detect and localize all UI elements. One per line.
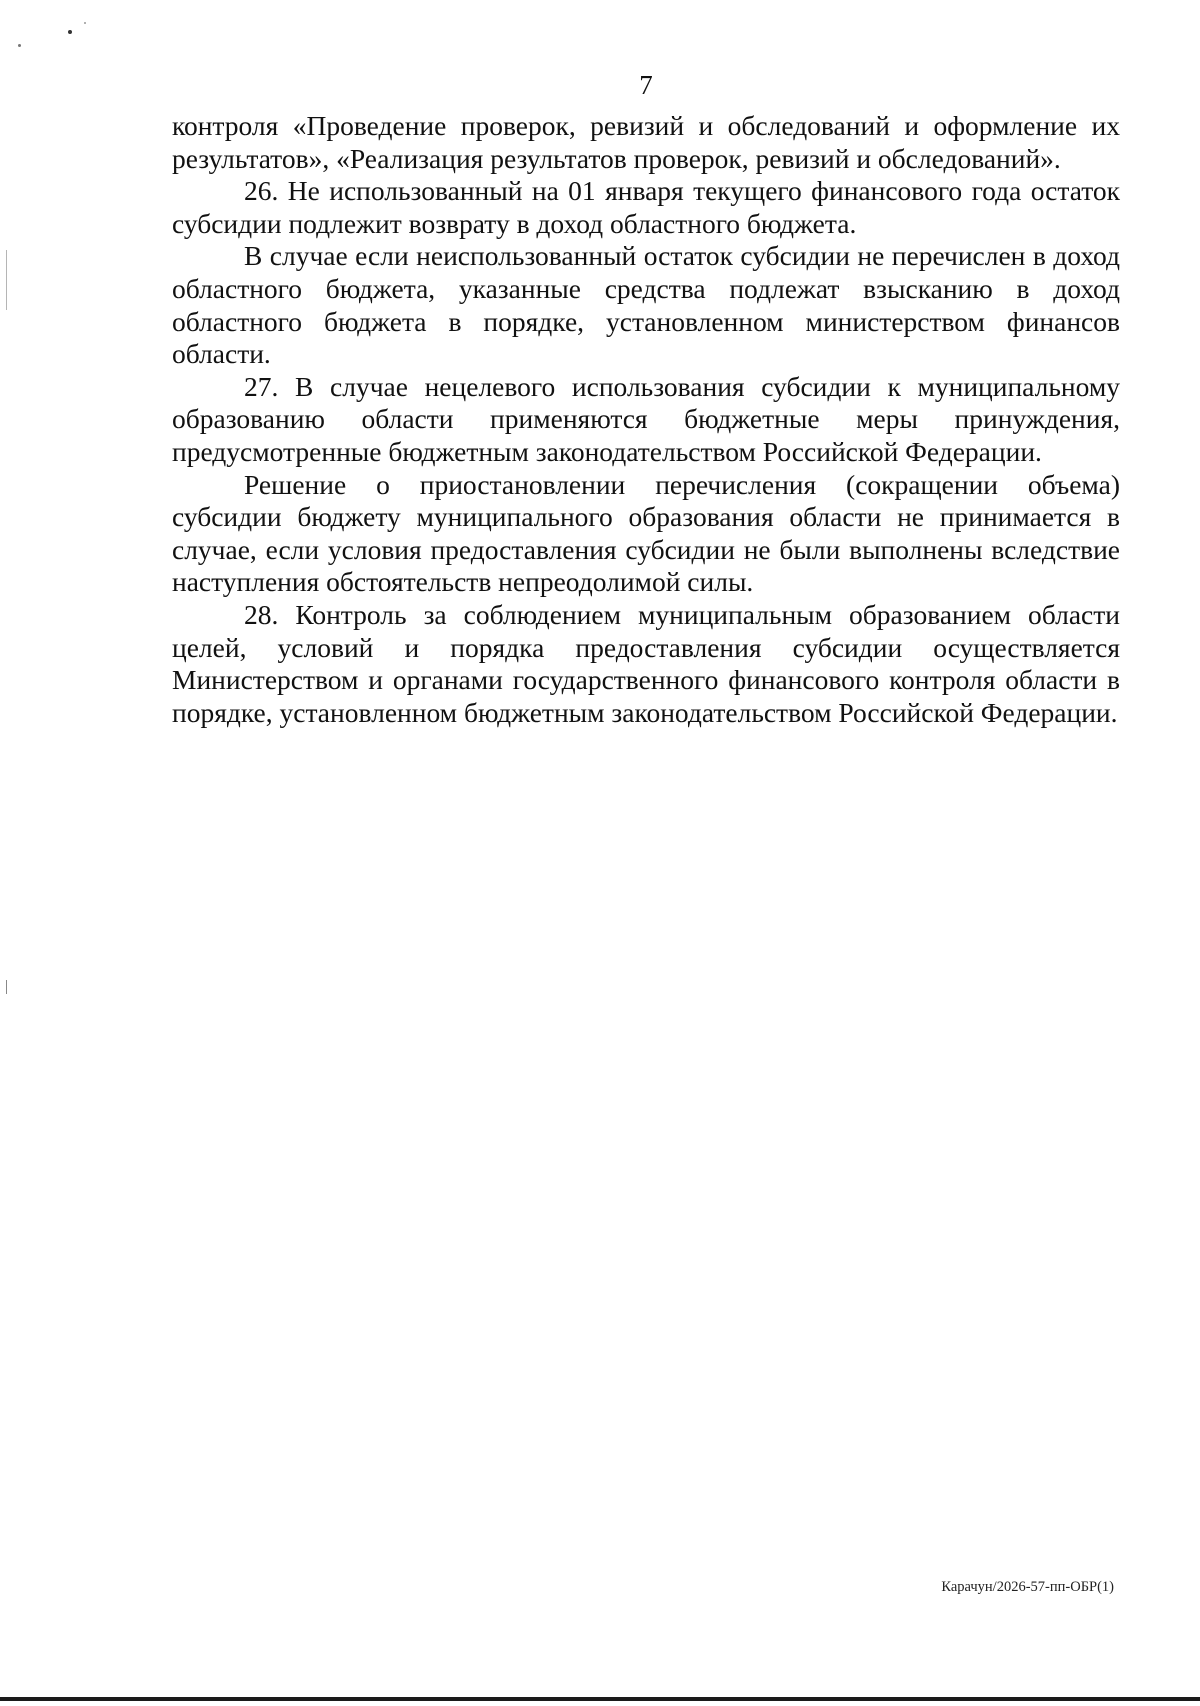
scan-speck <box>18 44 21 47</box>
page-number: 7 <box>639 70 653 100</box>
paragraph: 27. В случае нецелевого использования субсидии к муниципальному образованию области применяются бюджетные меры принуждения, предусмотренные бюджетным законодательством Российской Федерации. <box>172 370 1120 467</box>
paragraph: контроля «Проведение проверок, ревизий и обследований и оформление их результатов», «Реализация результатов проверок, ревизий и обследований». <box>172 110 1120 174</box>
document-body <box>172 110 1120 729</box>
paragraph: 28. Контроль за соблюдением муниципальным образованием области целей, условий и порядка предоставления субсидии осуществляется Министерством и органами государственного финансового контроля области в порядке, установленном бюджетным законодательством Российской Федерации. <box>172 598 1120 728</box>
document-code: Карачун/2026-57-пп-ОБР(1) <box>941 1579 1114 1595</box>
scan-edge-mark <box>6 980 7 994</box>
scan-speck <box>84 22 86 24</box>
scan-bottom-edge <box>0 1697 1200 1701</box>
paragraph: 26. Не использованный на 01 января текущего финансового года остаток субсидии подлежит возврату в доход областного бюджета. <box>172 175 1120 239</box>
scan-speck <box>68 30 72 34</box>
paragraph: Решение о приостановлении перечисления (сокращении объема) субсидии бюджету муниципального образования области не принимается в случае, если условия предоставления субсидии не были выполнены вследствие наступления обстоятельств непреодолимой силы. <box>172 468 1120 598</box>
scan-edge-mark <box>6 250 7 310</box>
paragraph: В случае если неиспользованный остаток субсидии не перечислен в доход областного бюджета, указанные средства подлежат взысканию в доход областного бюджета в порядке, установленном министерством финансов области. <box>172 240 1120 370</box>
